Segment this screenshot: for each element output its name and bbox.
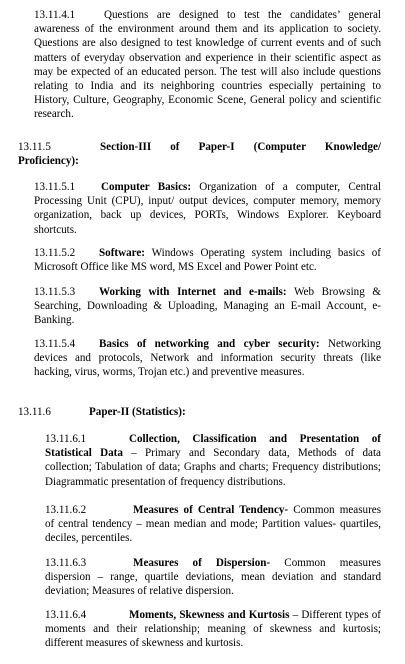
section-title-line2: Proficiency): xyxy=(18,155,79,168)
section-body: Windows Operating system including basics of Microsoft Office like MS word, MS Excel and Power Point etc. xyxy=(34,247,381,274)
section-13-11-6-3 xyxy=(45,556,381,599)
section-13-11-6-heading xyxy=(18,405,186,419)
section-13-11-4-1 xyxy=(34,8,381,122)
section-13-11-5-1 xyxy=(34,180,381,237)
section-body: Web Browsing & Searching, Downloading & Uploading, Managing an E-mail Account, e-Banking. xyxy=(34,286,381,327)
section-number: 13.11.6.1 xyxy=(45,433,87,445)
section-heading: Measures of Central Tendency- xyxy=(133,504,289,516)
section-title: Paper-II (Statistics): xyxy=(89,406,186,418)
section-13-11-6-2 xyxy=(45,503,381,546)
section-13-11-5-2 xyxy=(34,246,381,274)
section-heading: Computer Basics: xyxy=(101,181,192,193)
section-number: 13.11.5.1 xyxy=(34,181,76,193)
section-number: 13.11.5.3 xyxy=(34,286,76,298)
section-number: 13.11.6.3 xyxy=(45,557,87,569)
section-heading: Software: xyxy=(99,247,146,259)
section-body: Questions are designed to test the candidates’ general awareness of the environment around them and its application to society. Questions are also designed to test knowledge of current events and of such matters of everyday observation and experience in their scientific aspect as may be expected of an educated person. The test will also include questions relating to India and its neighboring countries especially pertaining to History, Culture, Geography, Economic Scene, General policy and scientific research. xyxy=(34,9,381,121)
section-13-11-5-3 xyxy=(34,285,381,328)
section-body: Common measures dispersion – range, quartile deviations, mean deviation and standard deviation; Measures of relative dispersion. xyxy=(45,557,382,598)
section-13-11-6-4 xyxy=(45,608,381,651)
section-heading: Measures of Dispersion- xyxy=(133,557,271,569)
section-number: 13.11.6.4 xyxy=(45,609,87,621)
section-heading: Collection, Classification and Presentation of Statistical Data xyxy=(45,433,381,460)
section-title-line1: Section-III of Paper-I (Computer Knowledge/ xyxy=(100,141,381,153)
section-number: 13.11.6 xyxy=(18,406,51,418)
section-body: Common measures of central tendency – mean median and mode; Partition values- quartiles, deciles, percentiles. xyxy=(45,504,382,545)
section-body: Organization of a computer, Central Processing Unit (CPU), input/ output devices, computer memory, memory organization, back up devices, PORTs, Windows Explorer. Keyboard shortcuts. xyxy=(34,181,381,236)
section-13-11-6-1 xyxy=(45,432,381,489)
section-number: 13.11.6.2 xyxy=(45,504,87,516)
section-number: 13.11.5 xyxy=(18,141,51,153)
section-13-11-5-4 xyxy=(34,337,381,380)
section-heading: Working with Internet and e-mails: xyxy=(99,286,287,298)
section-body: – Primary and Secondary data, Methods of data collection; Tabulation of data; Graphs and charts; Frequency distributions; Diagrammatic presentation of frequency distributions. xyxy=(45,447,381,488)
section-number: 13.11.4.1 xyxy=(34,9,76,21)
section-heading: Moments, Skewness and Kurtosis xyxy=(129,609,290,621)
section-number: 13.11.5.2 xyxy=(34,247,76,259)
section-number: 13.11.5.4 xyxy=(34,338,76,350)
section-heading: Basics of networking and cyber security: xyxy=(99,338,320,350)
section-13-11-5-heading xyxy=(18,140,381,168)
section-body: – Different types of moments and their relationship; meaning of skewness and kurtosis; different measures of skewness and kurtosis. xyxy=(45,609,381,650)
section-body: Networking devices and protocols, Network and information security threats (like hacking, virus, worms, Trojan etc.) and preventive measures. xyxy=(34,338,381,379)
